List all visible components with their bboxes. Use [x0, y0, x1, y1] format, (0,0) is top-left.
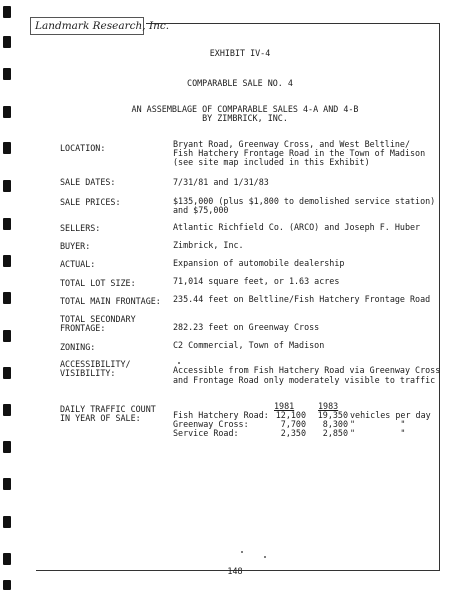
location-value-line: Fish Hatchery Frontage Road in the Town of Madison — [173, 148, 426, 158]
binder-hole — [3, 292, 11, 304]
main-frontage-label: TOTAL MAIN FRONTAGE: — [60, 296, 161, 306]
location-value-line: Bryant Road, Greenway Cross, and West Beltline/ — [173, 139, 410, 149]
buyer-label: BUYER: — [60, 241, 91, 251]
binder-hole — [3, 516, 11, 528]
accessibility-value-line: and Frontage Road only moderately visible to traffic — [173, 375, 436, 385]
heading-line-2: BY ZIMBRICK, INC. — [202, 113, 288, 123]
secondary-frontage-label-line: TOTAL SECONDARY — [60, 314, 136, 324]
binder-hole — [3, 106, 11, 118]
sale-prices-value-line: and $75,000 — [173, 205, 229, 215]
location-value-line: (see site map included in this Exhibit) — [173, 157, 370, 167]
traffic-unit-note: vehicles per day — [350, 410, 431, 420]
page-number: 148 — [227, 566, 243, 576]
binder-hole — [3, 6, 11, 18]
binder-hole — [3, 367, 11, 379]
traffic-count-1983: 19,350 — [317, 410, 348, 420]
zoning-value: C2 Commercial, Town of Madison — [173, 340, 325, 350]
actual-value: Expansion of automobile dealership — [173, 258, 345, 268]
secondary-frontage-value: 282.23 feet on Greenway Cross — [173, 322, 320, 332]
traffic-count-1981: 2,350 — [280, 428, 306, 438]
year-header-1981: 1981 — [274, 401, 295, 411]
sale-dates-label: SALE DATES: — [60, 177, 116, 187]
traffic-label-line: DAILY TRAFFIC COUNT — [60, 404, 156, 414]
binder-hole — [3, 553, 11, 565]
binder-hole — [3, 142, 11, 154]
binder-hole — [3, 580, 11, 590]
binder-hole — [3, 180, 11, 192]
binder-hole — [3, 36, 11, 48]
binder-hole — [3, 68, 11, 80]
heading-line-1: AN ASSEMBLAGE OF COMPARABLE SALES 4-A AND 4-B — [131, 104, 359, 114]
binder-hole — [3, 218, 11, 230]
scan-speck — [178, 362, 180, 364]
traffic-count-1983: 8,300 — [322, 419, 348, 429]
accessibility-label-line: VISIBILITY: — [60, 368, 116, 378]
traffic-road-name: Greenway Cross: — [173, 419, 249, 429]
zoning-label: ZONING: — [60, 342, 96, 352]
binder-hole — [3, 404, 11, 416]
ditto-marks: " " — [350, 419, 406, 429]
actual-label: ACTUAL: — [60, 259, 96, 269]
comparable-sale-title: COMPARABLE SALE NO. 4 — [187, 78, 293, 88]
secondary-frontage-label-line: FRONTAGE: — [60, 323, 106, 333]
year-header-1983: 1983 — [318, 401, 339, 411]
traffic-count-1983: 2,850 — [322, 428, 348, 438]
exhibit-number: EXHIBIT IV-4 — [209, 48, 271, 58]
scan-speck — [264, 556, 266, 558]
traffic-count-1981: 7,700 — [280, 419, 306, 429]
sale-dates-value: 7/31/81 and 1/31/83 — [173, 177, 269, 187]
lot-size-label: TOTAL LOT SIZE: — [60, 278, 136, 288]
binder-hole — [3, 330, 11, 342]
traffic-road-name: Service Road: — [173, 428, 239, 438]
traffic-count-1981: 12,100 — [275, 410, 306, 420]
sale-prices-value-line: $135,000 (plus $1,800 to demolished service station) — [173, 196, 436, 206]
frame-right-border — [439, 23, 440, 571]
binder-hole — [3, 441, 11, 453]
accessibility-value-line: Accessible from Fish Hatchery Road via Greenway Cross — [173, 365, 441, 375]
sellers-value: Atlantic Richfield Co. (ARCO) and Joseph F. Huber — [173, 222, 421, 232]
buyer-value: Zimbrick, Inc. — [173, 240, 244, 250]
binder-hole — [3, 255, 11, 267]
location-label: LOCATION: — [60, 143, 106, 153]
accessibility-label-line: ACCESSIBILITY/ — [60, 359, 131, 369]
letterhead-stamp: Landmark Research, Inc. — [30, 17, 144, 35]
frame-top-border — [146, 23, 440, 24]
traffic-road-name: Fish Hatchery Road: — [173, 410, 269, 420]
lot-size-value: 71,014 square feet, or 1.63 acres — [173, 276, 340, 286]
main-frontage-value: 235.44 feet on Beltline/Fish Hatchery Frontage Road — [173, 294, 431, 304]
traffic-label-line: IN YEAR OF SALE: — [60, 413, 141, 423]
binder-hole — [3, 478, 11, 490]
sellers-label: SELLERS: — [60, 223, 101, 233]
ditto-marks: " " — [350, 428, 406, 438]
scan-speck — [241, 551, 243, 553]
sale-prices-label: SALE PRICES: — [60, 197, 121, 207]
